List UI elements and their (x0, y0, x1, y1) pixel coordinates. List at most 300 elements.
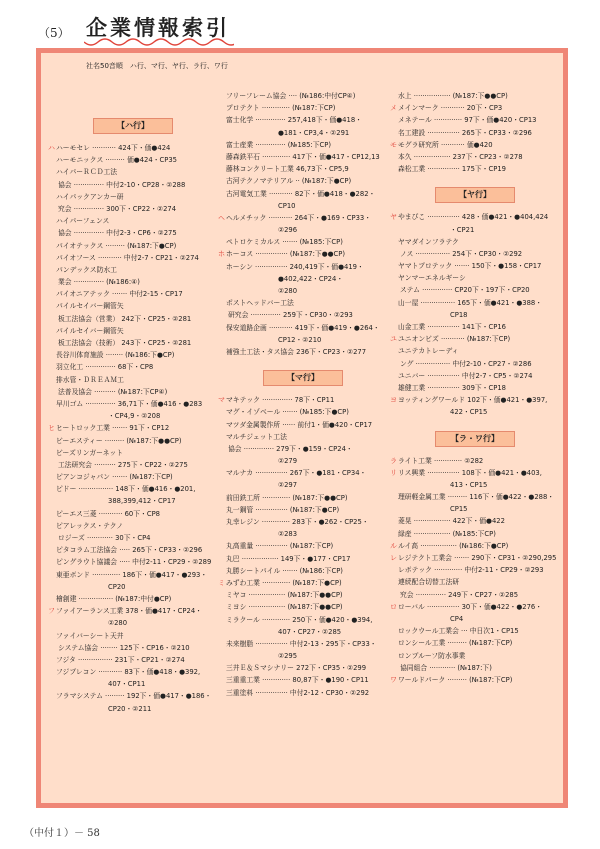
entry-text: ロジーズ ············ 30下・CP4 (58, 534, 151, 542)
entry-text: 未来樹脂 ··············· 中付2-13・295下・CP33・ (226, 639, 377, 648)
index-entry (218, 553, 388, 565)
index-entry (218, 163, 388, 175)
entry-text: ピーエス三菱 ··········· 60下・CP8 (56, 509, 161, 518)
index-entry (390, 127, 560, 139)
index-entry (390, 625, 560, 637)
entry-text: ●181・CP3,4・②291 (278, 128, 350, 137)
sort-order-note: 社名50音順 ハ行、マ行、ヤ行、ラ行、ワ行 (86, 62, 228, 70)
entry-text: 丸幸レジン ············· 283下・●262・CP25・ (226, 518, 369, 526)
entry-text: ②295 (278, 652, 298, 661)
entry-text: ロンプルーフ防水事業 (398, 651, 466, 660)
index-entry (218, 261, 388, 273)
entry-text: CP18 (450, 310, 468, 319)
entry-text: 排水管・ＤＲＥＡＭ工 (56, 375, 124, 384)
index-entry (48, 325, 218, 337)
index-entry (48, 617, 218, 629)
kana-marker: ヤ (390, 213, 397, 222)
index-entry (48, 240, 218, 252)
index-entry (218, 577, 388, 589)
entry-text: ヒートロック工業 ······· 91下・CP12 (56, 424, 170, 433)
index-entry (390, 479, 560, 491)
entry-text: CP20 (108, 582, 126, 591)
entry-text: 協会 ·············· 中付2-3・CP6・②275 (58, 229, 177, 238)
index-entry (218, 90, 388, 102)
entry-text: ●402,422・CP24・ (278, 274, 344, 283)
index-entry (218, 455, 388, 467)
index-entry (48, 337, 218, 349)
entry-text: 協会 ·············· 中付2-10・CP28・②288 (58, 180, 186, 189)
index-entry (390, 163, 560, 175)
index-entry (48, 495, 218, 507)
index-entry (218, 224, 388, 236)
entry-text: ノス ················ 254下・CP30・②292 (400, 249, 523, 258)
entry-text: ファイアーランス工業 378・価●417・CP24・ (56, 607, 202, 616)
entry-text: 山金工業 ··············· 141下・CP16 (398, 323, 506, 331)
entry-text: マグ・イゾベール ······· (№185:下●CP) (226, 408, 349, 417)
entry-text: CP15 (450, 505, 468, 514)
kana-marker: ヨ (390, 396, 397, 405)
index-column-1 (48, 90, 218, 715)
index-entry (390, 358, 560, 370)
index-entry (218, 102, 388, 114)
entry-text: 檜創建 ················ (№187:中付●CP) (56, 594, 172, 603)
entry-text: ロックウール工業会 ··· 中日次1・CP15 (398, 627, 519, 636)
index-entry (48, 215, 218, 227)
index-entry (390, 650, 560, 662)
kana-marker: メ (390, 104, 397, 113)
entry-text: ファイバーシート天井 (56, 631, 124, 640)
entry-text: ミヨシ ················· (№187:下●●CP) (226, 603, 343, 612)
index-entry (218, 236, 388, 248)
entry-text: パンデックス防水工 (56, 265, 117, 274)
entry-text: 協同組合 ············ (№187:下) (400, 663, 492, 672)
kana-marker: ミ (218, 578, 225, 587)
entry-text: ②280 (108, 619, 128, 628)
index-entry (218, 175, 388, 187)
entry-text: 理研軽金属工業 ········· 116下・価●422・●288・ (398, 493, 555, 502)
entry-text: 究会 ·············· 300下・CP22・②274 (58, 204, 177, 213)
entry-text: 森松工業 ··············· 175下・CP19 (398, 165, 506, 174)
entry-text: ルイ高 ················· (№186:下●CP) (398, 541, 509, 550)
entry-text: 413・CP15 (450, 480, 488, 489)
index-entry (48, 630, 218, 642)
index-entry (218, 479, 388, 491)
kana-marker: ホ (218, 250, 225, 259)
entry-text: ハーモセレ ··········· 424下・価●424 (56, 144, 171, 152)
index-entry (390, 589, 560, 601)
index-entry (48, 179, 218, 191)
entry-text: 三重重工業 ············· 80,87下・●190・CP11 (226, 676, 369, 685)
index-entry (48, 556, 218, 568)
entry-text: 藤林コンクリート工業 46,73下・CP5,9 (226, 165, 349, 174)
entry-text: 三井Ｅ＆Ｓマシナリー 272下・CP35・②299 (226, 664, 367, 673)
index-entry (48, 532, 218, 544)
index-entry (48, 300, 218, 312)
entry-text: 東亜ボンド ············· 186下・価●417・●293・ (56, 570, 208, 579)
index-entry (390, 503, 560, 515)
index-entry (218, 516, 388, 528)
index-entry (218, 528, 388, 540)
entry-text: フリーフレーム協会 ···· (№186:中付CP④) (226, 92, 356, 100)
index-entry (48, 605, 218, 617)
entry-text: 古河電気工業 ··········· 82下・価●418・●282・ (226, 189, 376, 198)
entry-text: 前田鉄工所 ············· (№187:下●●CP) (226, 493, 348, 502)
index-entry (48, 520, 218, 532)
index-entry (218, 431, 388, 443)
index-entry (48, 678, 218, 690)
index-entry (218, 200, 388, 212)
index-entry (390, 297, 560, 309)
index-entry (390, 406, 560, 418)
section-heading: 【ハ行】 (93, 118, 173, 134)
entry-text: ヨッティングワールド 102下・価●421・●397, (398, 396, 548, 405)
index-entry (390, 272, 560, 284)
entry-text: 本久 ················· 237下・CP23・②278 (398, 152, 523, 161)
index-entry (48, 398, 218, 410)
index-entry (48, 386, 218, 398)
entry-text: リス興業 ··············· 108下・価●421・●403, (398, 468, 542, 477)
entry-text: 丸勝シートパイル ······· (№186:下CP) (226, 566, 343, 575)
index-entry (48, 203, 218, 215)
index-entry (218, 297, 388, 309)
index-entry (218, 614, 388, 626)
index-entry (390, 528, 560, 540)
entry-text: 丸巴 ················· 149下・●177・CP17 (226, 554, 351, 563)
index-entry (390, 114, 560, 126)
index-entry (48, 666, 218, 678)
kana-marker: フ (48, 607, 55, 616)
page-title: 企業情報索引 (86, 15, 230, 40)
entry-text: ピアレックス・テクノ (56, 521, 124, 530)
entry-text: 菱晃 ················· 422下・価●422 (398, 517, 505, 526)
index-entry (390, 139, 560, 151)
kana-marker: ユ (390, 335, 397, 344)
entry-text: 補強土工法・タス協会 236下・CP23・②277 (226, 347, 367, 356)
kana-marker: ル (390, 541, 397, 550)
index-entry (218, 114, 388, 126)
index-entry (218, 394, 388, 406)
entry-text: 長谷川体育施設 ········ (№186:下●CP) (56, 351, 175, 360)
index-entry (48, 471, 218, 483)
entry-text: 富士産業 ·············· (№185:下CP) (226, 140, 332, 149)
entry-text: CP4 (450, 614, 464, 623)
index-entry (218, 601, 388, 613)
index-entry (48, 690, 218, 702)
index-entry (48, 544, 218, 556)
index-entry (218, 443, 388, 455)
entry-text: ビーズリンガーネット (56, 448, 124, 457)
entry-text: ピアンコジャパン ······· (№187:下CP) (56, 473, 173, 482)
index-entry (218, 188, 388, 200)
entry-text: ミヤコ ················· (№187:下●●CP) (226, 591, 343, 600)
index-entry (390, 370, 560, 382)
index-entry (48, 508, 218, 520)
index-entry (218, 139, 388, 151)
index-entry (390, 467, 560, 479)
section-heading: 【マ行】 (263, 370, 343, 386)
index-entry (48, 361, 218, 373)
entry-text: 保安道路企画 ··········· 419下・価●419・●264・ (226, 323, 380, 332)
index-entry (218, 127, 388, 139)
index-entry (390, 491, 560, 503)
index-entry (390, 613, 560, 625)
index-entry (218, 406, 388, 418)
index-entry (218, 492, 388, 504)
entry-text: ポストヘッドバー工法 (226, 299, 294, 308)
entry-text: 丸高重量 ··············· (№187:下CP) (226, 542, 334, 551)
entry-text: 究会 ·············· 249下・CP27・②285 (400, 590, 519, 599)
entry-text: モグラ研究所 ··········· 価●420 (398, 140, 493, 149)
index-entry (390, 224, 560, 236)
kana-marker: モ (390, 140, 397, 149)
index-entry (48, 593, 218, 605)
index-entry (390, 321, 560, 333)
entry-text: ハイパーフェンス (56, 217, 110, 226)
entry-text: ・CP21 (450, 225, 475, 234)
index-entry (218, 504, 388, 516)
kana-marker: リ (390, 468, 397, 477)
entry-text: ユニオンビズ ··········· (№187:下CP) (398, 335, 511, 344)
kana-marker: ワ (390, 675, 397, 684)
entry-text: 板工法協会（営業） 242下・CP25・②281 (58, 314, 192, 323)
index-entry (218, 589, 388, 601)
entry-text: 古河テクノマテリアル ·· (№187:下●CP) (226, 177, 352, 186)
kana-marker: ハ (48, 144, 55, 152)
entry-text: ②296 (278, 226, 298, 235)
entry-text: 水上 ················· (№187:下●●CP) (398, 92, 508, 100)
index-entry (48, 313, 218, 325)
entry-text: マキテック ·············· 78下・CP11 (226, 396, 335, 405)
index-entry (390, 674, 560, 686)
entry-text: ワールドパーク ········· (№187:下CP) (398, 675, 513, 684)
index-entry (390, 333, 560, 345)
entry-text: メネテール ············· 97下・価●420・CP13 (398, 116, 537, 125)
index-entry (218, 322, 388, 334)
entry-text: レボテック ············· 中付2-11・CP29・②293 (398, 566, 544, 575)
index-entry (218, 334, 388, 346)
index-entry (390, 211, 560, 223)
index-entry (390, 662, 560, 674)
title-wave-underline (84, 38, 234, 48)
index-entry (390, 260, 560, 272)
entry-text: ホーコス ··············· (№187:下●●CP) (226, 250, 346, 259)
index-entry (390, 102, 560, 114)
entry-text: 法普及協会 ·········· (№187:下CP④) (58, 387, 168, 396)
entry-text: 工法研究会 ·········· 275下・CP22・②275 (58, 460, 188, 469)
index-entry (48, 435, 218, 447)
index-entry (48, 569, 218, 581)
entry-text: 三重塗料 ··············· 中付2-12・CP30・②292 (226, 688, 370, 697)
section-heading: 【ラ・ワ行】 (435, 431, 515, 447)
index-entry (48, 703, 218, 715)
index-entry (48, 349, 218, 361)
entry-text: マルナカ ··············· 267下・●181・CP34・ (226, 469, 367, 478)
entry-text: 業会 ·············· (№186:④) (58, 278, 140, 287)
entry-text: パイオフース ··········· 中付2-7・CP21・②274 (56, 253, 199, 262)
index-entry (48, 252, 218, 264)
index-entry (218, 674, 388, 686)
entry-text: マツダ金属製作所 ······ 前付1・価●420・CP17 (226, 420, 373, 429)
index-entry (48, 410, 218, 422)
index-entry (390, 248, 560, 260)
index-column-2 (218, 90, 388, 699)
entry-text: 山一屋 ················ 165下・価●421・●388・ (398, 298, 543, 307)
index-entry (48, 483, 218, 495)
index-entry (48, 581, 218, 593)
entry-text: ヤンマーエネルギーシ (398, 274, 466, 283)
entry-text: パイオテックス ········· (№187:下●CP) (56, 241, 177, 250)
entry-text: パイオニアテック ······· 中付2-15・CP17 (56, 290, 183, 299)
index-entry (48, 154, 218, 166)
index-entry (390, 90, 560, 102)
index-entry (48, 422, 218, 434)
index-entry (218, 650, 388, 662)
entry-text: 連続配合切替工法研 (398, 578, 460, 587)
index-entry (218, 565, 388, 577)
entry-text: マルチジェット工法 (226, 432, 287, 441)
index-entry (218, 346, 388, 358)
kana-marker: ロ (390, 602, 397, 611)
entry-text: 羽立化工 ·············· 68下・CP8 (56, 363, 154, 372)
entry-text: レジテクト工業会 ······· 290下・CP31・②290,295 (398, 554, 557, 562)
entry-text: メインマーク ··········· 20下・CP3 (398, 104, 503, 113)
index-entry (48, 459, 218, 471)
index-entry (48, 276, 218, 288)
index-entry (390, 394, 560, 406)
index-entry (48, 227, 218, 239)
entry-text: フラマシステム ········· 192下・価●417・●186・ (56, 692, 212, 701)
index-entry (218, 662, 388, 674)
entry-text: ②297 (278, 481, 298, 490)
kana-marker: マ (218, 396, 225, 405)
kana-marker: ヒ (48, 424, 55, 433)
entry-text: パイルセイバー鋼管矢 (56, 302, 124, 311)
entry-text: ング ················ 中付2-10・CP27・②286 (400, 359, 532, 368)
entry-text: ハイパーＲＣＤ工法 (56, 168, 118, 177)
entry-text: ヤマダインフラテク (398, 237, 459, 246)
index-entry (218, 638, 388, 650)
index-entry (218, 285, 388, 297)
kana-marker: レ (390, 554, 397, 562)
entry-text: CP20・②211 (108, 704, 152, 713)
index-entry (390, 236, 560, 248)
page-section-number: （5） (38, 26, 70, 40)
index-entry (48, 288, 218, 300)
index-entry (48, 447, 218, 459)
index-entry (218, 212, 388, 224)
entry-text: 388,399,412・CP17 (108, 497, 176, 506)
entry-text: 407・CP11 (108, 680, 146, 689)
index-entry (390, 552, 560, 564)
entry-text: 研究会 ·············· 259下・CP30・②293 (228, 311, 353, 320)
index-entry (218, 626, 388, 638)
entry-text: CP12・②210 (278, 335, 322, 344)
index-entry (48, 654, 218, 666)
index-entry (48, 142, 218, 154)
index-entry (390, 576, 560, 588)
entry-text: ②280 (278, 287, 298, 295)
entry-text: ハーモニックス ········· 価●424・CP35 (56, 156, 177, 165)
entry-text: 緑産 ················· (№185:下CP) (398, 529, 496, 538)
index-entry (48, 374, 218, 386)
index-entry (390, 382, 560, 394)
index-entry (390, 540, 560, 552)
index-entry (218, 467, 388, 479)
entry-text: ピタコラム工法協会 ····· 265下・CP33・②296 (56, 546, 203, 555)
section-heading: 【ヤ行】 (435, 187, 515, 203)
entry-text: ミラクール ············· 250下・価●420・●394, (226, 615, 373, 624)
index-entry (390, 151, 560, 163)
index-entry (218, 540, 388, 552)
index-entry (390, 284, 560, 296)
index-entry (390, 515, 560, 527)
index-entry (390, 455, 560, 467)
entry-text: ユニテカトレーディ (398, 347, 459, 356)
entry-text: ②283 (278, 530, 298, 539)
entry-text: ペトロケミカルス ······· (№185:下CP) (226, 238, 343, 247)
entry-text: 407・CP27・②285 (278, 627, 342, 636)
entry-text: やまびこ ··············· 428・価●421・●404,424 (398, 213, 549, 222)
index-entry (48, 191, 218, 203)
entry-text: 板工法協会（技術） 243下・CP25・②281 (58, 339, 192, 347)
entry-text: ピドー ················ 148下・価●416・●201, (56, 485, 196, 494)
index-entry (390, 564, 560, 576)
entry-text: フジプレコン ··········· 83下・価●418・●392, (56, 668, 201, 677)
entry-text: ヤマトプロテック ······· 150下・●158・CP17 (398, 262, 542, 271)
entry-text: フジタ ················ 231下・CP21・②274 (56, 655, 185, 664)
entry-text: パイルセイバー鋼管矢 (56, 326, 124, 335)
entry-text: ピングラウト協議会 ····· 中付2-11・CP29・②289 (56, 558, 212, 567)
index-entry (390, 345, 560, 357)
index-entry (218, 248, 388, 260)
kana-marker: ヘ (218, 213, 225, 222)
kana-marker: ラ (390, 456, 397, 465)
entry-text: 丸一鋼管 ··············· (№187:下●CP) (226, 505, 340, 514)
entry-text: 早川ゴム ·············· 36,71下・価●416・●283 (56, 399, 203, 408)
entry-text: ユニバー ··············· 中付2-7・CP5・②274 (398, 371, 533, 380)
entry-text: ホーシン ··············· 240,419下・価●419・ (226, 262, 364, 271)
index-entry (218, 309, 388, 321)
entry-text: ヘルメチック ··········· 264下・●169・CP33・ (226, 213, 372, 222)
entry-text: ライト工業 ············· ②282 (398, 456, 484, 465)
entry-text: 協会 ·············· 279下・●159・CP24・ (228, 444, 353, 453)
entry-text: みずわ工業 ············· (№187:下●CP) (226, 578, 342, 587)
index-entry (48, 166, 218, 178)
entry-text: 藤森鉄平石 ············· 417下・価●417・CP12,13 (226, 152, 380, 161)
entry-text: 名工建設 ··············· 265下・CP33・②296 (398, 128, 532, 137)
index-entry (390, 309, 560, 321)
page-footer: （中付１）－ 58 (24, 828, 100, 839)
index-entry (218, 273, 388, 285)
entry-text: ローバル ··············· 30下・価●422・●276・ (398, 602, 543, 611)
entry-text: 422・CP15 (450, 408, 488, 417)
index-entry (218, 687, 388, 699)
index-column-3 (390, 90, 560, 686)
entry-text: ハイパックアンカー研 (56, 192, 124, 201)
entry-text: システム協会 ········ 125下・CP16・②210 (58, 643, 190, 652)
entry-text: ステム ·············· CP20下・197下・CP20 (400, 286, 530, 295)
entry-text: 富士化学 ·············· 257,418下・価●418・ (226, 116, 362, 125)
entry-text: 雄健工業 ··············· 309下・CP18 (398, 383, 506, 392)
entry-text: ・CP4,9・②208 (108, 412, 161, 421)
entry-text: ビーエスティー ········· (№187:下●●CP) (56, 436, 182, 445)
index-entry (390, 637, 560, 649)
index-entry (218, 151, 388, 163)
entry-text: ロンシール工業 ········· (№187:下CP) (398, 639, 513, 648)
entry-text: プロテクト ············· (№187:下CP) (226, 104, 336, 113)
index-entry (218, 419, 388, 431)
index-entry (48, 642, 218, 654)
